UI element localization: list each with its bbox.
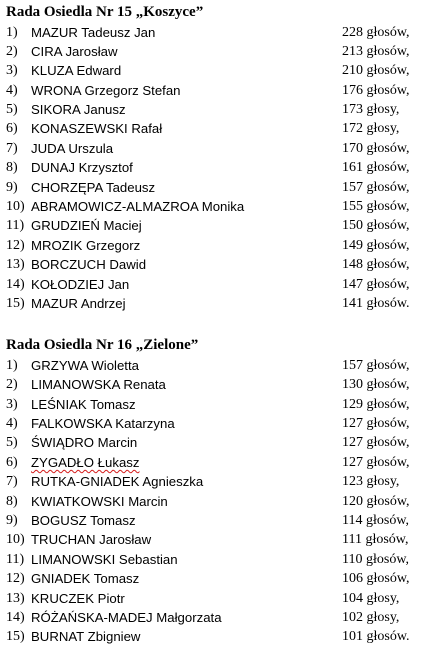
item-number: 14) [6, 276, 25, 292]
vote-count: 161 głosów, [342, 160, 410, 176]
list-item [6, 433, 424, 452]
candidate-name: GNIADEK Tomasz [31, 571, 140, 587]
candidate-name: LIMANOWSKI Sebastian [31, 551, 178, 567]
list-item [6, 42, 424, 61]
vote-count: 127 głosów, [342, 454, 410, 470]
candidate-name: MROZIK Grzegorz [31, 237, 141, 253]
item-number: 8) [6, 160, 18, 176]
candidate-name: KOŁODZIEJ Jan [31, 276, 130, 292]
list-item [6, 569, 424, 588]
list-item [6, 472, 424, 491]
item-number: 14) [6, 609, 25, 625]
candidate-name: RÓŻAŃSKA-MADEJ Małgorzata [31, 609, 222, 625]
vote-count: 213 głosów, [342, 43, 410, 59]
section-zielone [6, 336, 424, 646]
candidate-name: KLUZA Edward [31, 63, 122, 79]
list-item [6, 492, 424, 511]
list-item [6, 627, 424, 646]
list-item [6, 158, 424, 177]
section-title: Rada Osiedla Nr 16 „Zielone” [6, 337, 199, 354]
item-number: 2) [6, 43, 18, 59]
list-item [6, 294, 424, 313]
vote-count: 148 głosów, [342, 257, 410, 273]
vote-count: 104 głosy, [342, 590, 400, 606]
item-number: 11) [6, 218, 25, 234]
vote-count: 102 głosy, [342, 609, 400, 625]
list-item [6, 414, 424, 433]
item-number: 5) [6, 435, 18, 451]
results-document [6, 3, 424, 647]
section-spacer [6, 313, 424, 336]
candidate-name: KWIATKOWSKI Marcin [31, 493, 168, 509]
vote-count: 228 głosów, [342, 24, 410, 40]
item-number: 3) [6, 396, 18, 412]
list-item [6, 139, 424, 158]
list-item [6, 236, 424, 255]
list-item [6, 511, 424, 530]
candidate-name: GRZYWA Wioletta [31, 357, 139, 373]
vote-count: 172 głosy, [342, 121, 400, 137]
vote-count: 170 głosów, [342, 140, 410, 156]
item-number: 3) [6, 63, 18, 79]
list-item [6, 530, 424, 549]
vote-count: 127 głosów, [342, 435, 410, 451]
list-item [6, 608, 424, 627]
item-number: 2) [6, 377, 18, 393]
item-number: 1) [6, 357, 18, 373]
candidate-name: KONASZEWSKI Rafał [31, 121, 163, 137]
candidate-name: CIRA Jarosław [31, 43, 118, 59]
list-item [6, 197, 424, 216]
vote-count: 210 głosów, [342, 63, 410, 79]
list-item [6, 23, 424, 42]
list-item [6, 550, 424, 569]
item-number: 6) [6, 454, 18, 470]
candidate-name: KRUCZEK Piotr [31, 590, 125, 606]
section-koszyce [6, 3, 424, 313]
item-number: 7) [6, 140, 18, 156]
vote-count: 114 głosów, [342, 512, 410, 528]
vote-count: 157 głosów, [342, 179, 410, 195]
item-number: 11) [6, 551, 25, 567]
candidate-name: MAZUR Andrzej [31, 295, 126, 311]
vote-count: 130 głosów, [342, 377, 410, 393]
item-number: 8) [6, 493, 18, 509]
item-number: 1) [6, 24, 18, 40]
section-title: Rada Osiedla Nr 15 „Koszyce” [6, 4, 204, 20]
candidate-name: MAZUR Tadeusz Jan [31, 24, 156, 40]
list-item [6, 375, 424, 394]
candidate-name: BOGUSZ Tomasz [31, 512, 136, 528]
candidate-name: BURNAT Zbigniew [31, 629, 141, 645]
candidate-name: WRONA Grzegorz Stefan [31, 82, 181, 98]
candidate-name: LIMANOWSKA Renata [31, 377, 166, 393]
candidate-name: ZYGADŁO Łukasz [31, 454, 140, 470]
vote-count: 176 głosów, [342, 82, 410, 98]
item-number: 4) [6, 416, 18, 432]
vote-count: 111 głosów, [342, 532, 409, 548]
item-number: 10) [6, 199, 25, 215]
vote-count: 120 głosów, [342, 493, 410, 509]
vote-count: 157 głosów, [342, 357, 410, 373]
vote-count: 127 głosów, [342, 416, 410, 432]
item-number: 9) [6, 512, 18, 528]
vote-count: 173 głosy, [342, 102, 400, 118]
item-number: 13) [6, 590, 25, 606]
item-number: 7) [6, 474, 18, 490]
vote-count: 106 głosów, [342, 571, 410, 587]
vote-count: 147 głosów, [342, 276, 410, 292]
candidate-name: TRUCHAN Jarosław [31, 532, 152, 548]
candidate-name: LEŚNIAK Tomasz [31, 396, 136, 412]
vote-count: 141 głosów. [342, 295, 410, 311]
list-item [6, 453, 424, 472]
vote-count: 101 głosów. [342, 629, 410, 645]
list-item [6, 119, 424, 138]
candidate-name: RUTKA-GNIADEK Agnieszka [31, 474, 204, 490]
vote-count: 149 głosów, [342, 237, 410, 253]
candidate-name: JUDA Urszula [31, 140, 114, 156]
item-number: 15) [6, 295, 25, 311]
candidate-name: ŚWIĄDRO Marcin [31, 435, 138, 451]
vote-count: 129 głosów, [342, 396, 410, 412]
list-item [6, 275, 424, 294]
list-item [6, 178, 424, 197]
vote-count: 123 głosy, [342, 474, 400, 490]
list-item [6, 61, 424, 80]
vote-count: 110 głosów, [342, 551, 410, 567]
vote-count: 155 głosów, [342, 199, 410, 215]
item-number: 12) [6, 571, 25, 587]
list-item [6, 216, 424, 235]
candidate-name: ABRAMOWICZ-ALMAZROA Monika [31, 199, 245, 215]
item-number: 5) [6, 102, 18, 118]
candidate-name: CHORZĘPA Tadeusz [31, 179, 156, 195]
item-number: 15) [6, 629, 25, 645]
list-item [6, 356, 424, 375]
candidate-name: FALKOWSKA Katarzyna [31, 416, 175, 432]
candidate-list [6, 356, 424, 647]
item-number: 10) [6, 532, 25, 548]
item-number: 12) [6, 237, 25, 253]
candidate-name: DUNAJ Krzysztof [31, 160, 133, 176]
candidate-list [6, 23, 424, 314]
item-number: 9) [6, 179, 18, 195]
list-item [6, 81, 424, 100]
list-item [6, 100, 424, 119]
vote-count: 150 głosów, [342, 218, 410, 234]
list-item [6, 255, 424, 274]
candidate-name: BORCZUCH Dawid [31, 257, 147, 273]
candidate-name: SIKORA Janusz [31, 102, 126, 118]
list-item [6, 589, 424, 608]
item-number: 4) [6, 82, 18, 98]
item-number: 6) [6, 121, 18, 137]
list-item [6, 395, 424, 414]
item-number: 13) [6, 257, 25, 273]
candidate-name: GRUDZIEŃ Maciej [31, 218, 142, 234]
